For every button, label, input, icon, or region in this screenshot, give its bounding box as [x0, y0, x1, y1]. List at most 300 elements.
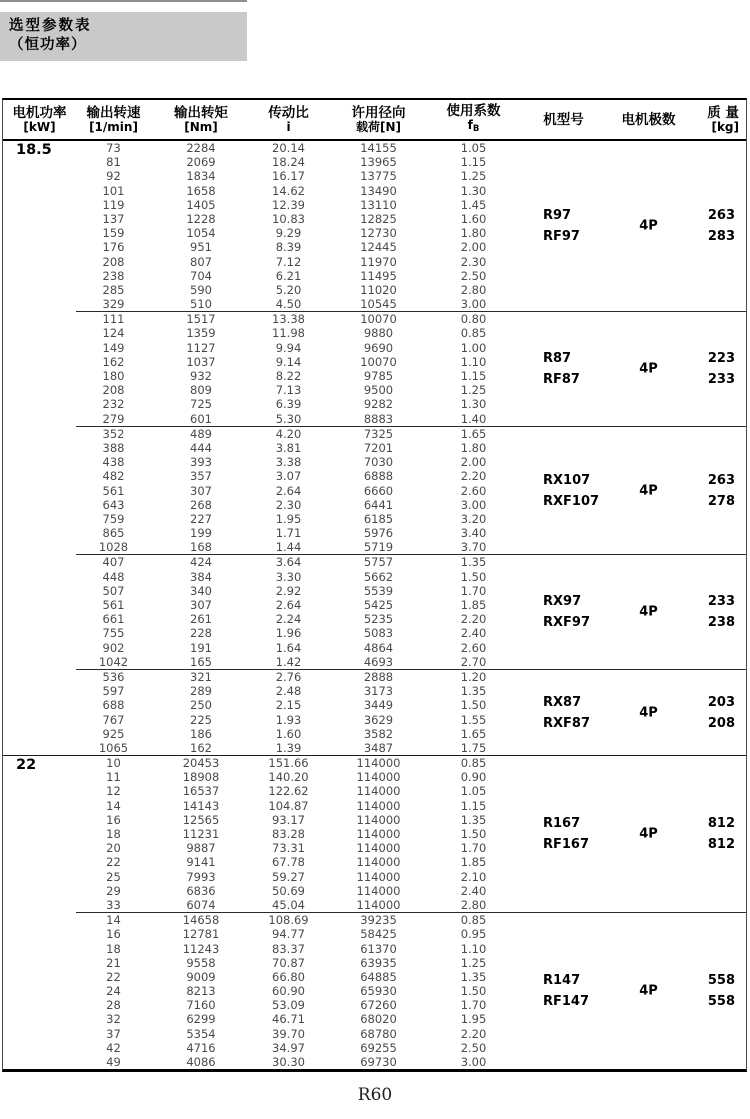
torque-cell: 384 [190, 569, 212, 584]
speed-cell: 279 [102, 411, 125, 426]
model-cell [516, 813, 611, 855]
speed-cell: 482 [102, 469, 125, 484]
service-factor-cell: 1.35 [460, 555, 487, 570]
radial-load-cell: 5719 [363, 540, 394, 555]
table-row [76, 799, 746, 813]
ratio-cell: 2.24 [275, 612, 302, 627]
torque-cell: 590 [190, 282, 212, 297]
speed-cell: 1042 [98, 654, 129, 669]
torque-cell: 228 [190, 626, 212, 641]
table-header-row [3, 100, 746, 141]
mass-cell [686, 970, 746, 1012]
torque-cell: 18908 [182, 770, 220, 785]
radial-load-cell: 61370 [360, 941, 397, 956]
speed-cell: 176 [102, 240, 125, 255]
torque-cell: 489 [190, 426, 212, 441]
service-factor-cell: 1.15 [460, 798, 487, 813]
torque-cell: 932 [190, 369, 212, 383]
torque-cell: 1517 [186, 312, 216, 327]
ratio-cell: 1.42 [275, 654, 302, 669]
service-factor-cell: 2.40 [460, 626, 487, 641]
ratio-cell: 3.30 [275, 569, 302, 584]
torque-cell: 1127 [186, 340, 216, 355]
radial-load-cell: 8883 [363, 411, 394, 426]
service-factor-cell: 1.05 [460, 784, 487, 799]
table-row [76, 1055, 746, 1069]
table-row [76, 383, 746, 397]
ratio-cell: 34.97 [272, 1040, 305, 1055]
service-factor-cell: 1.25 [460, 955, 487, 970]
model-name: R147 [543, 973, 581, 989]
table-row [76, 312, 746, 326]
radial-load-cell: 65930 [360, 984, 397, 999]
speed-cell: 81 [106, 155, 121, 170]
torque-cell: 2284 [186, 141, 216, 155]
torque-cell: 165 [190, 654, 212, 669]
service-factor-cell: 1.35 [460, 812, 487, 827]
service-factor-cell: 2.60 [460, 483, 487, 498]
table-row [76, 326, 746, 340]
radial-load-cell: 5757 [363, 555, 394, 570]
ratio-cell: 151.66 [268, 756, 309, 771]
torque-cell: 7160 [186, 998, 216, 1013]
torque-cell: 725 [190, 397, 212, 412]
radial-load-cell: 11970 [360, 254, 397, 269]
service-factor-cell: 1.80 [460, 226, 487, 241]
table-row [76, 169, 746, 183]
speed-cell: 12 [106, 784, 121, 799]
radial-load-cell: 64885 [360, 969, 397, 984]
motor-power-value: 22 [16, 757, 37, 774]
page-number: R60 [357, 1085, 393, 1105]
service-factor-cell: 3.70 [460, 540, 487, 555]
table-row [76, 498, 746, 512]
poles-cell: 4P [639, 218, 658, 234]
mass-value: 208 [707, 715, 735, 731]
service-factor-cell: 2.60 [460, 640, 487, 655]
table-row [76, 684, 746, 698]
speed-cell: 388 [102, 440, 125, 455]
ratio-cell: 2.64 [275, 483, 302, 498]
radial-load-cell: 10070 [360, 354, 397, 369]
speed-cell: 1028 [98, 540, 129, 555]
speed-cell: 101 [102, 183, 125, 198]
torque-cell: 225 [190, 712, 212, 727]
poles-cell: 4P [639, 361, 658, 377]
speed-cell: 16 [106, 927, 121, 942]
table-row [76, 540, 746, 554]
table-row [76, 184, 746, 198]
service-factor-cell: 1.50 [460, 569, 487, 584]
power-group [3, 755, 746, 1069]
model-name: RF147 [543, 994, 590, 1010]
service-factor-cell: 0.85 [460, 913, 487, 928]
torque-cell: 9558 [186, 955, 216, 970]
speed-cell: 37 [106, 1026, 121, 1041]
mass-value: 812 [707, 837, 735, 853]
torque-cell: 1228 [186, 211, 216, 226]
radial-load-cell: 13110 [360, 197, 397, 212]
selection-parameter-table [2, 98, 747, 1072]
torque-cell: 6074 [186, 897, 216, 912]
table-row [76, 870, 746, 884]
ratio-cell: 6.39 [275, 397, 302, 412]
radial-load-cell: 67260 [360, 998, 397, 1013]
model-name: R87 [543, 351, 572, 366]
speed-cell: 865 [102, 526, 125, 541]
model-cell [516, 591, 611, 633]
radial-load-cell: 69255 [360, 1040, 397, 1055]
table-row [76, 555, 746, 569]
mass-value: 283 [707, 229, 735, 245]
service-factor-cell: 1.10 [460, 941, 487, 956]
gear-unit-block [76, 426, 746, 555]
torque-cell: 14143 [182, 798, 220, 813]
model-name: RX87 [543, 694, 582, 710]
radial-load-cell: 9500 [363, 383, 394, 398]
service-factor-cell: 1.35 [460, 969, 487, 984]
col-header-motor-power: 电机功率 [kW] [12, 105, 67, 134]
torque-cell: 12565 [182, 812, 220, 827]
table-row [76, 813, 746, 827]
ratio-cell: 73.31 [272, 841, 305, 856]
torque-cell: 357 [190, 469, 212, 484]
torque-cell: 12781 [182, 927, 220, 942]
speed-cell: 208 [102, 254, 125, 269]
torque-cell: 9887 [186, 841, 216, 856]
table-row [76, 584, 746, 598]
speed-cell: 149 [102, 340, 125, 355]
table-row [76, 1027, 746, 1041]
table-row [76, 269, 746, 283]
table-row [76, 756, 746, 770]
service-factor-cell: 3.00 [460, 1055, 487, 1069]
gear-unit-block [76, 311, 746, 426]
speed-cell: 137 [102, 211, 125, 226]
service-factor-cell: 1.15 [460, 369, 487, 383]
torque-cell: 393 [190, 455, 212, 470]
ratio-cell: 5.20 [275, 282, 302, 297]
torque-cell: 307 [190, 483, 212, 498]
ratio-cell: 8.39 [275, 240, 302, 255]
radial-load-cell: 5976 [363, 526, 394, 541]
speed-cell: 661 [102, 612, 125, 627]
ratio-cell: 39.70 [272, 1026, 305, 1041]
table-row [76, 913, 746, 927]
speed-cell: 18 [106, 827, 121, 841]
radial-load-cell: 3629 [363, 712, 394, 727]
torque-cell: 4086 [186, 1055, 216, 1069]
table-row [76, 970, 746, 984]
poles-cell: 4P [639, 705, 658, 720]
speed-cell: 352 [102, 426, 125, 441]
torque-cell: 951 [190, 240, 212, 255]
gear-unit-block [76, 912, 746, 1069]
radial-load-cell: 4693 [363, 654, 394, 669]
ratio-cell: 122.62 [268, 784, 309, 799]
service-factor-cell: 2.00 [460, 240, 487, 255]
service-factor-cell: 1.25 [460, 169, 487, 184]
radial-load-cell: 6888 [363, 469, 394, 484]
torque-cell: 199 [190, 526, 212, 541]
torque-cell: 1834 [186, 169, 216, 184]
speed-cell: 42 [106, 1040, 121, 1055]
speed-cell: 643 [102, 497, 125, 512]
torque-cell: 268 [190, 497, 212, 512]
radial-load-cell: 13775 [360, 169, 397, 184]
torque-cell: 510 [190, 297, 212, 312]
radial-load-cell: 39235 [360, 913, 397, 928]
speed-cell: 20 [106, 841, 121, 856]
speed-cell: 29 [106, 883, 121, 898]
torque-cell: 6299 [186, 1012, 216, 1027]
col-header-output-speed: 输出转速 [1/min] [86, 105, 141, 134]
speed-cell: 285 [102, 282, 125, 297]
col-header-output-torque: 输出转矩 [Nm] [174, 105, 228, 134]
mass-value: 812 [707, 816, 735, 832]
radial-load-cell: 114000 [356, 855, 401, 870]
radial-load-cell: 11020 [360, 282, 397, 297]
col-header-model: 机型号 [543, 111, 584, 128]
service-factor-cell: 1.95 [460, 1012, 487, 1027]
service-factor-cell: 3.00 [460, 297, 487, 312]
service-factor-cell: 2.20 [460, 1026, 487, 1041]
col-header-radial-load: 许用径向 载荷[N] [351, 105, 406, 134]
radial-load-cell: 9690 [363, 340, 394, 355]
radial-load-cell: 13490 [360, 183, 397, 198]
speed-cell: 21 [106, 955, 121, 970]
speed-cell: 24 [106, 984, 121, 999]
torque-cell: 16537 [182, 784, 220, 799]
ratio-cell: 94.77 [272, 927, 305, 942]
radial-load-cell: 7325 [363, 426, 394, 441]
radial-load-cell: 6441 [363, 497, 394, 512]
ratio-cell: 1.44 [275, 540, 302, 555]
radial-load-cell: 9282 [363, 397, 394, 412]
ratio-cell: 53.09 [272, 998, 305, 1013]
table-row [76, 255, 746, 269]
table-row [76, 927, 746, 941]
radial-load-cell: 114000 [356, 841, 401, 856]
speed-cell: 755 [102, 626, 125, 641]
torque-cell: 168 [190, 540, 212, 555]
model-name: R167 [543, 816, 581, 832]
table-row [76, 855, 746, 869]
service-factor-cell: 1.05 [460, 141, 487, 155]
speed-cell: 32 [106, 1012, 121, 1027]
service-factor-cell: 2.20 [460, 469, 487, 484]
speed-cell: 507 [102, 583, 125, 598]
model-cell [516, 692, 611, 734]
torque-cell: 11231 [182, 827, 220, 841]
torque-cell: 601 [190, 411, 212, 426]
speed-cell: 14 [106, 798, 121, 813]
mass-cell [686, 692, 746, 734]
speed-cell: 22 [106, 969, 121, 984]
service-factor-cell: 1.50 [460, 984, 487, 999]
ratio-cell: 9.94 [275, 340, 302, 355]
torque-cell: 444 [190, 440, 212, 455]
radial-load-cell: 11495 [360, 268, 397, 283]
service-factor-cell: 1.30 [460, 183, 487, 198]
table-row [76, 469, 746, 483]
model-cell [516, 470, 611, 512]
mass-value: 263 [707, 472, 735, 488]
radial-load-cell: 12825 [360, 211, 397, 226]
speed-cell: 119 [102, 197, 125, 212]
service-factor-cell: 3.00 [460, 497, 487, 512]
ratio-cell: 7.13 [275, 383, 302, 398]
service-factor-cell: 2.50 [460, 1040, 487, 1055]
ratio-cell: 16.17 [272, 169, 305, 184]
torque-cell: 2069 [186, 155, 216, 170]
torque-cell: 20453 [182, 756, 220, 771]
gear-unit-block [76, 669, 746, 755]
service-factor-cell: 1.55 [460, 712, 487, 727]
table-row [76, 626, 746, 640]
model-cell [516, 970, 611, 1012]
table-row [76, 998, 746, 1012]
table-row [76, 741, 746, 755]
table-row [76, 570, 746, 584]
ratio-cell: 3.81 [275, 440, 302, 455]
ratio-cell: 30.30 [272, 1055, 305, 1069]
radial-load-cell: 12730 [360, 226, 397, 241]
radial-load-cell: 6660 [363, 483, 394, 498]
ratio-cell: 3.38 [275, 455, 302, 470]
radial-load-cell: 4864 [363, 640, 394, 655]
table-row [76, 942, 746, 956]
radial-load-cell: 114000 [356, 784, 401, 799]
radial-load-cell: 2888 [363, 669, 394, 684]
table-row [76, 841, 746, 855]
mass-cell [686, 348, 746, 390]
speed-cell: 1065 [98, 740, 129, 755]
ratio-cell: 1.64 [275, 640, 302, 655]
mass-value: 263 [707, 208, 735, 224]
torque-cell: 7993 [186, 869, 216, 884]
poles-cell: 4P [639, 604, 658, 620]
table-row [76, 427, 746, 441]
torque-cell: 4716 [186, 1040, 216, 1055]
service-factor-cell: 1.80 [460, 440, 487, 455]
ratio-cell: 70.87 [272, 955, 305, 970]
service-factor-cell: 2.10 [460, 869, 487, 884]
table-row [76, 441, 746, 455]
radial-load-cell: 5083 [363, 626, 394, 641]
ratio-cell: 93.17 [272, 812, 305, 827]
gear-unit-block [76, 141, 746, 311]
model-name: RX97 [543, 594, 582, 610]
speed-cell: 18 [106, 941, 121, 956]
radial-load-cell: 13965 [360, 155, 397, 170]
service-factor-cell: 2.40 [460, 883, 487, 898]
mass-value: 558 [707, 994, 735, 1010]
table-row [76, 670, 746, 684]
ratio-cell: 4.20 [275, 426, 302, 441]
service-factor-cell: 1.25 [460, 383, 487, 398]
ratio-cell: 1.95 [275, 511, 302, 526]
torque-cell: 1359 [186, 326, 216, 341]
radial-load-cell: 114000 [356, 897, 401, 912]
speed-cell: 28 [106, 998, 121, 1013]
speed-cell: 448 [102, 569, 125, 584]
ratio-cell: 2.64 [275, 598, 302, 612]
col-header-mass: 质 量 [kg] [707, 105, 739, 134]
service-factor-cell: 1.70 [460, 583, 487, 598]
radial-load-cell: 3173 [363, 684, 394, 699]
torque-cell: 809 [190, 383, 212, 398]
speed-cell: 92 [106, 169, 121, 184]
ratio-cell: 18.24 [272, 155, 305, 170]
torque-cell: 424 [190, 555, 212, 570]
radial-load-cell: 3487 [363, 740, 394, 755]
service-factor-cell: 3.20 [460, 511, 487, 526]
torque-cell: 250 [190, 698, 212, 713]
ratio-cell: 7.12 [275, 254, 302, 269]
ratio-cell: 10.83 [272, 211, 305, 226]
model-name: RXF97 [543, 615, 591, 631]
table-row [76, 198, 746, 212]
radial-load-cell: 114000 [356, 827, 401, 841]
ratio-cell: 6.21 [275, 268, 302, 283]
ratio-cell: 5.30 [275, 411, 302, 426]
table-row [76, 1041, 746, 1055]
service-factor-cell: 2.70 [460, 654, 487, 669]
model-name: RF87 [543, 372, 580, 387]
radial-load-cell: 7030 [363, 455, 394, 470]
service-factor-cell: 0.90 [460, 770, 487, 785]
speed-cell: 25 [106, 869, 121, 884]
speed-cell: 767 [102, 712, 125, 727]
service-factor-cell: 2.50 [460, 268, 487, 283]
model-cell [516, 205, 611, 247]
speed-cell: 22 [106, 855, 121, 870]
torque-cell: 261 [190, 612, 212, 627]
radial-load-cell: 58425 [360, 927, 397, 942]
title-box [0, 12, 247, 61]
radial-load-cell: 114000 [356, 770, 401, 785]
radial-load-cell: 5235 [363, 612, 394, 627]
speed-cell: 159 [102, 226, 125, 241]
table-row [76, 155, 746, 169]
service-factor-cell: 1.20 [460, 669, 487, 684]
speed-cell: 49 [106, 1055, 121, 1069]
service-factor-cell: 1.70 [460, 841, 487, 856]
table-body [3, 141, 746, 1069]
mass-value: 233 [707, 372, 735, 387]
poles-cell: 4P [639, 983, 658, 999]
speed-cell: 14 [106, 913, 121, 928]
model-name: R97 [543, 208, 572, 224]
speed-cell: 561 [102, 598, 125, 612]
speed-cell: 688 [102, 698, 125, 713]
speed-cell: 238 [102, 268, 125, 283]
torque-cell: 6836 [186, 883, 216, 898]
col-header-ratio: 传动比 i [268, 105, 309, 134]
radial-load-cell: 68780 [360, 1026, 397, 1041]
mass-cell [686, 205, 746, 247]
radial-load-cell: 114000 [356, 812, 401, 827]
speed-cell: 111 [102, 312, 125, 327]
radial-load-cell: 6185 [363, 511, 394, 526]
radial-load-cell: 114000 [356, 883, 401, 898]
ratio-cell: 140.20 [268, 770, 309, 785]
speed-cell: 407 [102, 555, 125, 570]
speed-cell: 33 [106, 897, 121, 912]
ratio-cell: 8.22 [275, 369, 302, 383]
mass-cell [686, 813, 746, 855]
